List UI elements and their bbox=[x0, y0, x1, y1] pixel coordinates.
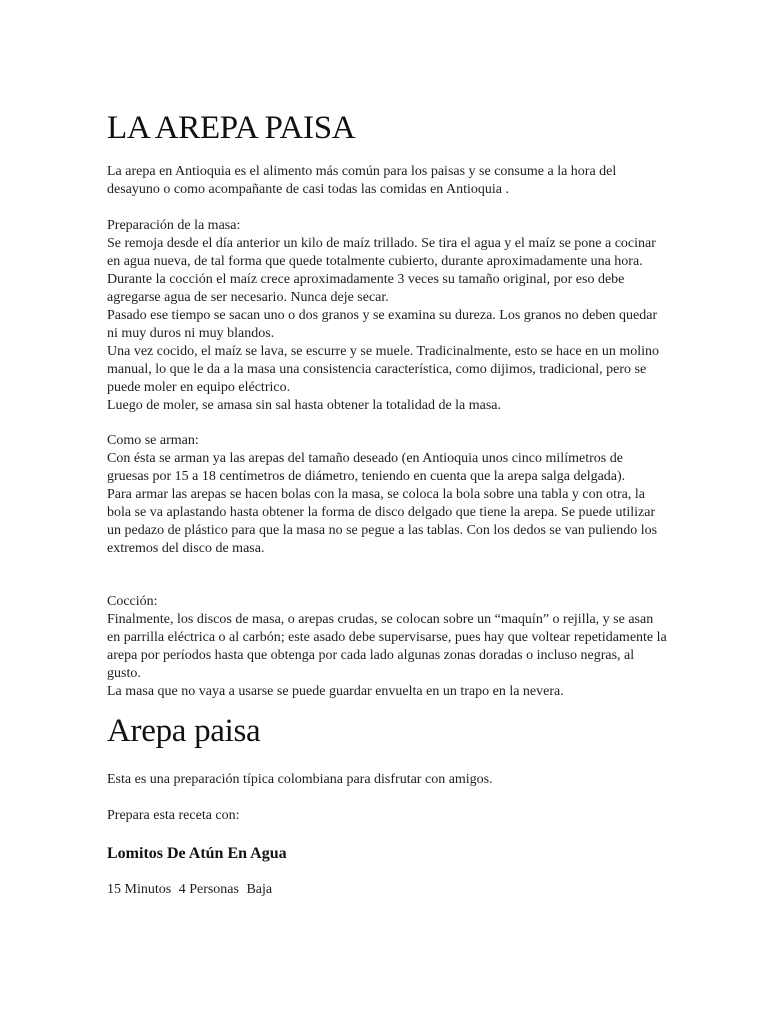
preparacion-heading: Preparación de la masa: bbox=[107, 218, 241, 233]
preparacion-paragraph: Pasado ese tiempo se sacan uno o dos granos y se examina su dureza. Los granos no deben quedar ni muy duros ni muy blandos. bbox=[107, 308, 658, 341]
recipe-meta bbox=[107, 881, 272, 899]
coccion-heading: Cocción: bbox=[107, 594, 158, 609]
intro-text: La arepa en Antioquia es el alimento más común para los paisas y se consume a la hora del desayuno o como acompañante de casi todas las comidas en Antioquia . bbox=[107, 164, 617, 197]
intro-paragraph bbox=[107, 163, 667, 199]
preparacion-paragraph: Luego de moler, se amasa sin sal hasta obtener la totalidad de la masa. bbox=[107, 398, 502, 413]
coccion-paragraph: La masa que no vaya a usarse se puede guardar envuelta en un trapo en la nevera. bbox=[107, 684, 564, 699]
arman-paragraph: Para armar las arepas se hacen bolas con la masa, se coloca la bola sobre una tabla y con otra, la bola se va aplastando hasta obtener la forma de disco delgado que tiene la arepa. Se puede utilizar un pedazo de plástico para que la masa no se pegue a las tablas. Con los dedos se van puliendo los extremos del disco de masa. bbox=[107, 487, 658, 556]
recipe-servings: 4 Personas bbox=[178, 882, 239, 897]
product-name: Lomitos De Atún En Agua bbox=[107, 845, 287, 862]
recipe-time: 15 Minutos bbox=[107, 882, 172, 897]
recipe-title: Arepa paisa bbox=[107, 713, 261, 749]
arman-paragraph: Con ésta se arman ya las arepas del tamaño deseado (en Antioquia unos cinco milímetros de gruesas por 15 a 18 centímetros de diámetro, teniendo en cuenta que la arepa salga delgada). bbox=[107, 451, 626, 484]
arman-section bbox=[107, 432, 667, 558]
page-title: LA AREPA PAISA bbox=[107, 110, 356, 146]
arman-heading: Como se arman: bbox=[107, 433, 199, 448]
preparacion-paragraph: Una vez cocido, el maíz se lava, se escurre y se muele. Tradicinalmente, esto se hace en un molino manual, lo que le da a la masa una consistencia característica, como dijimos, tradicional, pero se puede moler en equipo eléctrico. bbox=[107, 344, 660, 395]
recipe-difficulty: Baja bbox=[246, 882, 273, 897]
recipe-description: Esta es una preparación típica colombiana para disfrutar con amigos. bbox=[107, 772, 493, 787]
coccion-paragraph: Finalmente, los discos de masa, o arepas crudas, se colocan sobre un “maquín” o rejilla, y se asan en parrilla eléctrica o al carbón; este asado debe supervisarse, pues hay que voltear repetidamente la arepa por períodos hasta que obtenga por cada lado algunas zonas doradas o incluso negras, al gusto. bbox=[107, 612, 667, 681]
preparacion-paragraph: Se remoja desde el día anterior un kilo de maíz trillado. Se tira el agua y el maíz se pone a cocinar en agua nueva, de tal forma que quede totalmente cubierto, durante aproximadamente una hora. Durante la cocción el maíz crece aproximadamente 3 veces su tamaño original, por eso debe agregarse agua de ser necesario. Nunca deje secar. bbox=[107, 236, 656, 305]
coccion-section bbox=[107, 593, 667, 701]
prepara-label: Prepara esta receta con: bbox=[107, 808, 240, 823]
preparacion-section bbox=[107, 217, 667, 415]
